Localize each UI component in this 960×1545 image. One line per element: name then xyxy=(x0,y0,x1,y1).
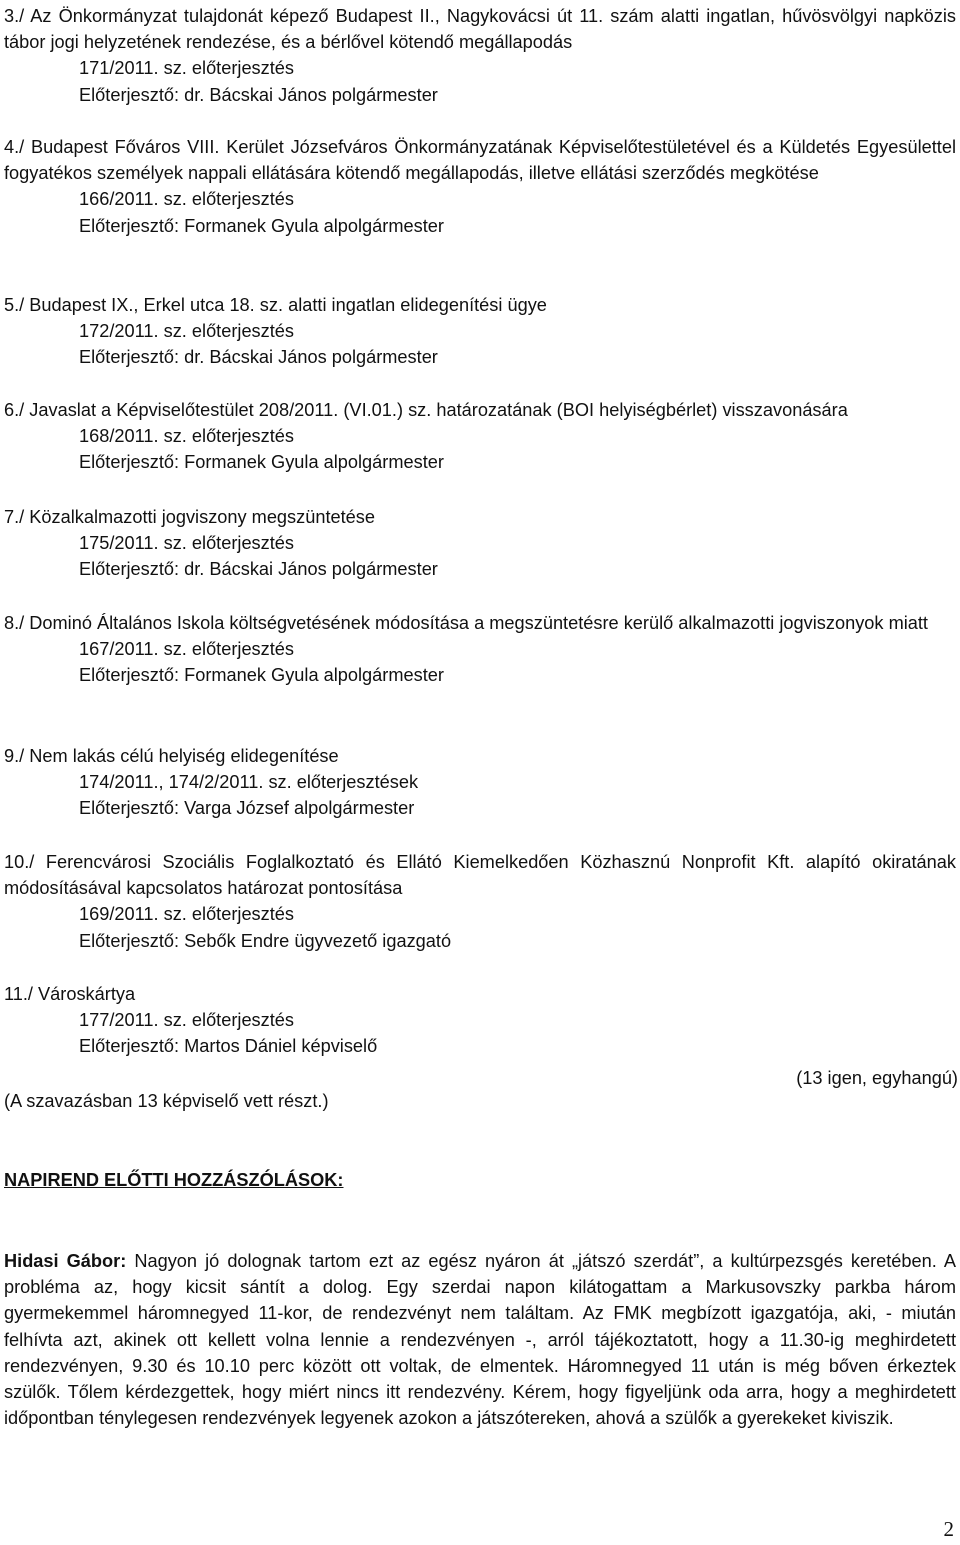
page-number: 2 xyxy=(943,1517,954,1541)
presenter: Előterjesztő: Formanek Gyula alpolgármester xyxy=(79,215,444,236)
presenter: Előterjesztő: Formanek Gyula alpolgármester xyxy=(79,452,444,473)
presenter: Előterjesztő: Varga József alpolgármester xyxy=(79,798,415,819)
agenda-item-title: 11./ Városkártya xyxy=(4,984,136,1004)
agenda-item-title: 6./ Javaslat a Képviselőtestület 208/2011. (VI.01.) sz. határozatának (BOI helyiségbérlet) visszavonására xyxy=(4,400,848,420)
agenda-item-7 xyxy=(4,504,956,583)
speech-paragraph xyxy=(4,1248,956,1431)
presenter: Előterjesztő: Sebők Endre ügyvezető igazgató xyxy=(79,930,452,951)
proposal-number: 177/2011. sz. előterjesztés xyxy=(79,1010,295,1031)
proposal-number: 169/2011. sz. előterjesztés xyxy=(79,904,295,925)
agenda-item-8 xyxy=(4,610,956,689)
presenter: Előterjesztő: dr. Bácskai János polgármester xyxy=(79,347,438,368)
agenda-item-title: 10./ Ferencvárosi Szociális Foglalkoztató és Ellátó Kiemelkedően Közhasznú Nonprofit Kft. alapító okiratának módosításával kapcsolatos határozat pontosítása xyxy=(4,852,956,899)
agenda-item-title: 3./ Az Önkormányzat tulajdonát képező Budapest II., Nagykovácsi út 11. szám alatti ingatlan, hűvösvölgyi napközis tábor jogi helyzetének rendezése, és a bérlővel kötendő megállapodás xyxy=(4,6,956,53)
proposal-number: 166/2011. sz. előterjesztés xyxy=(79,189,295,210)
proposal-number: 167/2011. sz. előterjesztés xyxy=(79,639,295,660)
agenda-item-title: 4./ Budapest Főváros VIII. Kerület Józsefváros Önkormányzatának Képviselőtestületével és a Küldetés Egyesülettel fogyatékos személyek nappali ellátására kötendő megállapodás, illetve ellátási szerződés megkötése xyxy=(4,137,956,184)
agenda-item-title: 8./ Dominó Általános Iskola költségvetésének módosítása a megszüntetésre kerülő alkalmazotti jogviszonyok miatt xyxy=(4,613,928,633)
proposal-number: 171/2011. sz. előterjesztés xyxy=(79,58,295,79)
speech-text: Nagyon jó dolognak tartom ezt az egész nyáron át „játszó szerdát”, a kultúrpezsgés keretében. A probléma az, hogy kicsit sántít a dolog. Egy szerdai napon kilátogattam a Markusovszky parkba három gyermekemmel háromnegyed 11-kor, de rendezvényt nem találtam. Az FMK megbízott igazgatója, aki, - miután felhívta azt, akinek ott kellett volna lennie a rendezvényen -, arról tájékoztatott, hogy a 11.30-ig meghirdetett rendezvényen, 9.30 és 10.10 perc között ott voltak, de elmentek. Háromnegyed 11 után is még bőven érkeztek szülők. Tőlem kérdezgettek, hogy miért nincs itt rendezvény. Kérem, hogy figyeljünk oda arra, hogy a meghirdetett időpontban ténylegesen rendezvények legyenek azokon a játszótereken, ahová a szülők a gyerekeket kiviszik. xyxy=(4,1251,956,1429)
agenda-item-9 xyxy=(4,743,956,822)
agenda-item-3 xyxy=(4,3,956,108)
proposal-number: 168/2011. sz. előterjesztés xyxy=(79,426,295,447)
agenda-item-4 xyxy=(4,134,956,239)
agenda-item-11 xyxy=(4,981,956,1060)
speaker-name: Hidasi Gábor: xyxy=(4,1251,127,1271)
presenter: Előterjesztő: Formanek Gyula alpolgármester xyxy=(79,665,444,686)
agenda-item-5 xyxy=(4,292,956,371)
participation-note: (A szavazásban 13 képviselő vett részt.) xyxy=(4,1091,329,1111)
presenter: Előterjesztő: dr. Bácskai János polgármester xyxy=(79,84,438,105)
proposal-number: 172/2011. sz. előterjesztés xyxy=(79,321,295,342)
section-heading: NAPIREND ELŐTTI HOZZÁSZÓLÁSOK: xyxy=(4,1170,344,1190)
agenda-item-10 xyxy=(4,849,956,954)
presenter: Előterjesztő: Martos Dániel képviselő xyxy=(79,1036,378,1057)
proposal-number: 175/2011. sz. előterjesztés xyxy=(79,533,295,554)
agenda-item-title: 7./ Közalkalmazotti jogviszony megszüntetése xyxy=(4,507,376,527)
vote-result: (13 igen, egyhangú) xyxy=(796,1068,958,1088)
proposal-number: 174/2011., 174/2/2011. sz. előterjesztések xyxy=(79,772,419,793)
agenda-item-6 xyxy=(4,397,956,476)
presenter: Előterjesztő: dr. Bácskai János polgármester xyxy=(79,559,438,580)
agenda-item-title: 9./ Nem lakás célú helyiség elidegenítése xyxy=(4,746,339,766)
agenda-item-title: 5./ Budapest IX., Erkel utca 18. sz. alatti ingatlan elidegenítési ügye xyxy=(4,295,547,315)
